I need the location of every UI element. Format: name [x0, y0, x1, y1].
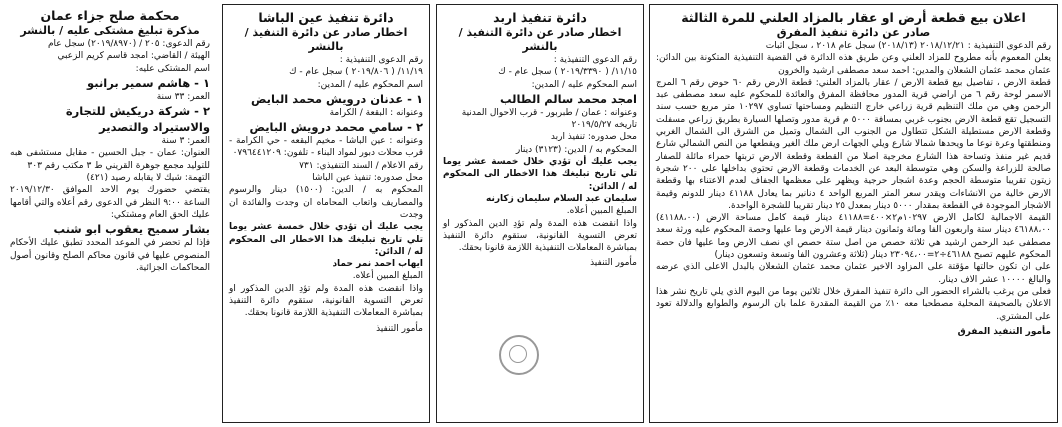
- notice-ein-albasha-execution: [222, 4, 430, 423]
- notice-line: رقم الاعلام / السند التنفيذي: ٧٣١: [299, 160, 423, 171]
- notice-subtitle: مذكرة تبليغ مشتكى عليه / بالنشر: [20, 24, 200, 37]
- land-description: قطعة الارض ، تفاصيل بيع قطعة الارض / عقار بالمزاد العلني: قطعة الارض رقم ٦٠ حوض رقم ٦ المرج الاسمر لوحة رقم ٦ من اراضي قرية المدور محافظة المفرق والعائدة للمحكوم عليه سعد مصطفى عبد الرحمن وهي من ملك التنظيم قرية زراعي خارج التنظيم ومساحتها تساوي ١٠٢٩٧ متر مربع حسب سند التسجيل تقع قطعة الارض بجنوب غربي بمسافة ٥٠٠٠ م قرية مدور وتصلها السيارة بطريق زراعي مسفلت وقطعة الارض مستطيلة الشكل تتطاول من الجنوب الى الشمال وتميل من الشرق الى الشمال الغربي ومنطقتها وعرة نوعا ما ويحدها شمالا شارع ويلي الجهات ارض ملك الغير ويقطعها من النص الشمالي شارع قديم غير منفذ وتساحة هذا الشارع مخرجية اصلا من القطعة وقطعة الارض تربتها حمراء مائلة للصفار صالحة للزراعة والسكن وهي متوسطة البعد عن الخدمات وقطعة الارض تحتوي بداخلها على ٢٠٠ شجرة زيتون تقريبا متوسطة الحجم وعدة اشجار حرجية ويظهر على معظمها الجفاف لعدم الاعتناء بها وقطعة الارض خالية من الانشاءات ويقدر سعر المتر المربع الواحد ٤ دنانير بما يعادل ٤١١٨٨ دينار للدونم وقيمة الاشجار الموجودة في القطعة بمقدار ٥٠٠٠ دينار بمعدل ٢٥ دينار تقريبا للشجرة الواحدة.: [656, 77, 1051, 211]
- notice-line: واذا انقضت هذه المدة ولم تؤدِ الدين المذكور او تعرض التسوية القانونية، ستقوم دائرة التنفيذ بمباشرة المعاملات التنفيذية اللازمة قانونا بحقك.: [443, 218, 637, 254]
- defendant-name: ١ - هاشم سمير برانبو: [87, 75, 210, 90]
- notice-irbid-execution: [436, 4, 644, 423]
- notice-signature: مأمور التنفيذ: [590, 258, 637, 269]
- plaintiff-name: بشار سميح يعقوب ابو شنب: [53, 222, 210, 237]
- notice-line: ١١/١٥/ ( ٢٠١٩/٣٣٩٠ ) سجل عام - ك: [498, 67, 637, 78]
- last-bidder: على ان تكون حالتها مؤقتة على المزاود الاخير عثمان محمد عثمان الشعلان بالبدل الاعلى الذي عرضه والبالغ ١٠٠٠٠ عشر الاف دينار.: [656, 262, 1051, 285]
- notice-subtitle: صادر عن دائرة تنفيذ المفرق: [776, 26, 931, 39]
- notice-line: تاريخه ٢٠١٩/٥/٢٧: [571, 120, 637, 131]
- notice-signature: مأمور التنفيذ: [376, 323, 423, 334]
- debtor-name: ٢ - سامي محمد درويش البايض: [249, 120, 423, 135]
- notice-line: المحكوم به / الدين: (٣١٢٣) دينار: [515, 144, 637, 155]
- notice-line: رقم الدعوى: ٢٠٥ / (٢٠١٩/٨٩٧٠) سجل عام: [47, 39, 210, 49]
- notice-line: اسم المشتكى عليه:: [135, 63, 210, 74]
- notice-title: دائرة تنفيذ عين الباشا: [258, 10, 394, 25]
- creditor-name: ايهاب احمد نمر حماد: [332, 259, 423, 270]
- case-number: رقم الدعوى التنفيذية : ٢٠١٨/١٢/٢١ (٢٠١٨/١٣) سجل عام ٢٠١٨ ، سجل اثبات: [765, 41, 1051, 51]
- notice-line: يجب عليك أن تؤدي خلال خمسة عشر يوما تلي تاريخ تبليغك هذا الاخطار الى المحكوم له / الدائن:: [229, 222, 423, 257]
- notice-line: يقتضي حضورك يوم الاحد الموافق ٢٠١٩/١٢/٣٠ الساعة ٩:٠٠ النظر في الدعوى رقم أعلاه والتي أقامها عليك الحق العام ومشتكي:: [10, 185, 210, 220]
- notice-title: دائرة تنفيذ اربد: [493, 10, 587, 25]
- notice-line: فإذا لم تحضر في الموعد المحدد تطبق عليك الأحكام المنصوص عليها في قانون محاكم الصلح وقانون أصول المحاكمات الجزائية.: [10, 238, 210, 273]
- total-value: القيمة الاجمالية لكامل الارض ١٠٢٩٧م٢×٤٠٠=٤١١٨٨ دينار قيمة كامل مساحة الارض (٤١١٨٨،٠٠) ٤٦١٨٨،٠٠ دينار ستة واربعون الفا ومائة وثمانون دينار قيمة الارض وما عليها وحصة المحكوم عليه ورثة سعد مصطفى عبد الرحمن ارشيد هي ثلاثة حصص من اصل ستة حصص اي نصف الارض وما عليها فان حصة المحكوم عليهم تصبح ٤٦١٨٨÷٢=٢٣٠٩٤،٠٠ دينار (ثلاثة وعشرون الفا وتسعة وتسعون دينار): [656, 213, 1051, 261]
- notice-line: العنوان: عمان - جبل الحسين - مقابل مستشفى هبه للتوليد مجمع جوهرة القريني ط ٣ مكتب رقم ٣٠٣: [10, 148, 210, 171]
- notice-title: اعلان بيع قطعة أرض او عقار بالمزاد العلني للمرة الثالثة: [681, 10, 1026, 25]
- notice-line: رقم الدعوى التنفيذية :: [553, 55, 637, 65]
- notice-land-auction: [649, 4, 1058, 423]
- notice-line: المبلغ المبين أعلاه.: [352, 271, 423, 282]
- notice-line: يجب عليك أن تؤدي خلال خمسة عشر يوما تلي تاريخ تبليغك هذا الاخطار الى المحكوم له / الدائن:: [443, 157, 637, 192]
- notice-intro: يعلن المعموم بأنه مطروح للمزاد العلني وعن طريق هذه الدائرة في القضية التنفيذية المتكونة بين الدائن: عثمان محمد عثمان الشعلان والمدين: احمد سعد مصطفى ارشيد والخرون: [656, 53, 1051, 76]
- notice-line: المبلغ المبين أعلاه.: [566, 206, 637, 217]
- defendant-name: ٢ - شركة دريكيش للتجارة والاستيراد والتصدير: [65, 104, 210, 135]
- notice-line: التهمة: شيك لا يقابله رصيد (٤٢١): [86, 173, 210, 184]
- notice-line: العمر: ٣٣ سنة: [156, 91, 210, 102]
- notice-title: محكمة صلح جزاء عمان: [40, 8, 180, 23]
- notice-line: اسم المحكوم عليه / المدين:: [317, 79, 423, 90]
- notice-amman-court-summons: [4, 4, 216, 423]
- notice-line: وعنوانه : عمان / طبربور - قرب الاحوال المدنية: [461, 107, 637, 118]
- notice-subtitle: اخطار صادر عن دائرة التنفيذ / بالنشر: [244, 26, 408, 53]
- official-stamp-icon: [499, 335, 539, 375]
- notice-line: محل صدوره: تنفيذ عين الباشا: [312, 173, 423, 184]
- debtor-name: ١ - عدنان درويش محمد البايض: [250, 91, 423, 106]
- creditor-name: سليمان عبد السلام سليمان زكارنه: [485, 193, 637, 204]
- notice-signature: مأمور التنفيذ المفرق: [957, 326, 1051, 337]
- notice-line: واذا انقضت هذه المدة ولم تؤدِ الدين المذكور او تعرض التسوية القانونية، ستقوم دائرة التنفيذ بمباشرة المعاملات التنفيذية اللازمة قانونا بحقك.: [229, 283, 423, 319]
- notice-line: ١١/١٩/ ( ٢٠١٩/٨٠٦ ) سجل عام - ك: [289, 67, 423, 78]
- notice-line: رقم الدعوى التنفيذية :: [339, 55, 423, 65]
- notice-line: اسم المحكوم عليه / المدين:: [531, 79, 637, 90]
- notice-line: العمر: ٣ سنة: [161, 136, 210, 147]
- debtor-name: امجد محمد سالم الطالب: [499, 91, 637, 106]
- notice-line: محل صدوره: تنفيذ اربد: [550, 132, 637, 143]
- notice-line: الهيئة / القاضي: امجد قاسم كريم الزعبي: [57, 51, 210, 62]
- notice-line: المحكوم به / الدين: (١٥٠٠) دينار والرسوم والمصاريف واتعاب المحاماه ان وجدت والفائدة ان وجدت: [229, 185, 423, 220]
- notice-line: وعنوانه : عين الباشا - مخيم البقعه - حي الكرامة - قرب محلات دبور لمواد البناء - تلفون: ٠٧٩٦٤٤١٢٠٩: [229, 136, 423, 159]
- notice-subtitle: اخطار صادر عن دائرة التنفيذ / بالنشر: [458, 26, 622, 53]
- notice-line: وعنوانه : البقعة / الكرامة: [329, 107, 423, 118]
- purchase-conditions: فعلى من يرغب بالشراء الحضور الى دائرة تنفيذ المفرق خلال ثلاثين يوما من اليوم الذي يلي تاريخ نشر هذا الاعلان بالصحيفة المحلية مصطحبا معه ١٠٪ من القيمة المقدرة علما بان الرسوم والطوابع والدلالة تعود على المشتري.: [656, 286, 1051, 322]
